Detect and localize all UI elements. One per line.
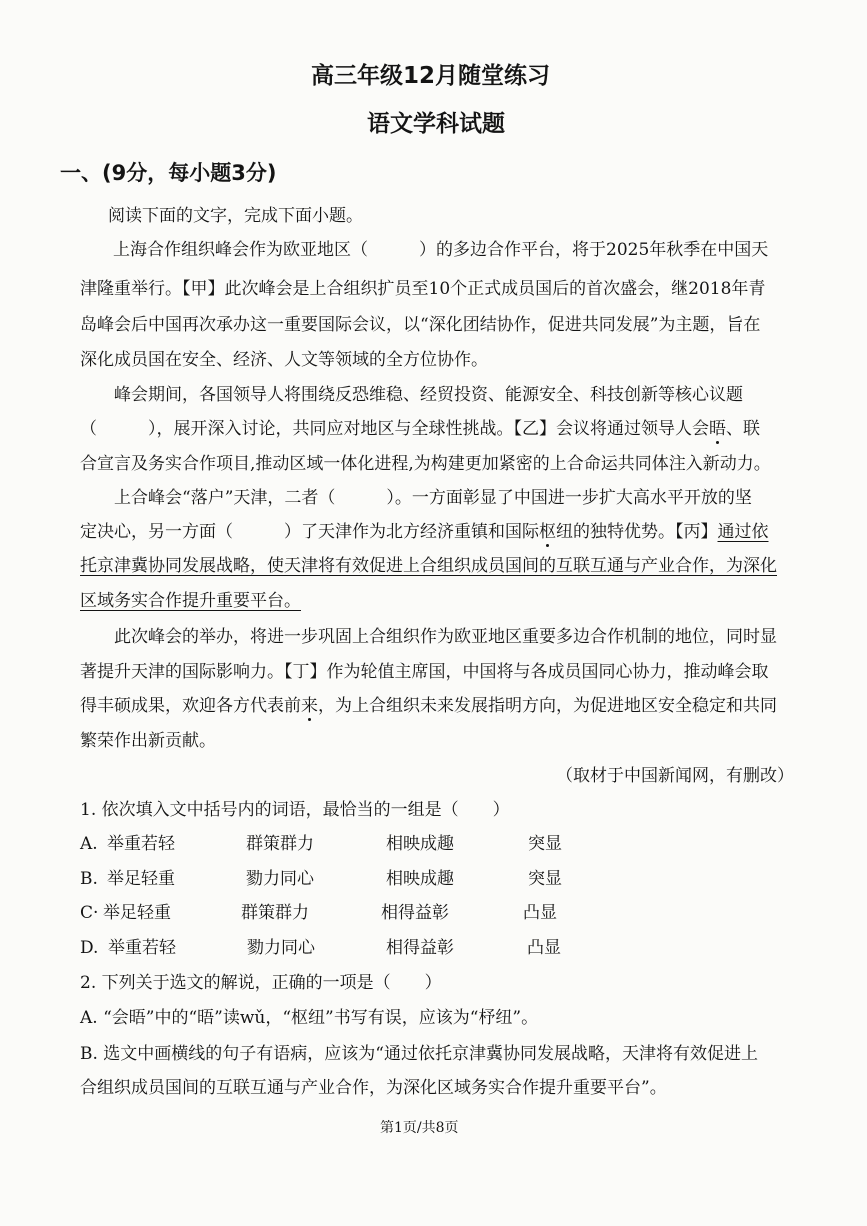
question-2-stem: 2. 下列关于选文的解说，正确的一项是（ ） [80, 973, 442, 993]
option-word: 相映成趣 [386, 869, 454, 889]
option-letter: A. [80, 834, 98, 854]
passage-line: 岛峰会后中国再次承办这一重要国际会议，以“深化团结协作，促进共同发展”为主题，旨在 [80, 315, 761, 335]
passage-line: 深化成员国在安全、经济、人文等领域的全方位协作。 [80, 350, 488, 370]
option-word: 相得益彰 [381, 903, 449, 923]
option-letter: B. [80, 869, 98, 889]
passage-text: （ ），展开深入讨论，共同应对地区与全球性挑战。【乙】会议将通过领导人会 [80, 419, 709, 439]
option-word: 勠力同心 [246, 869, 314, 889]
source-citation: （取材于中国新闻网，有删改） [556, 766, 794, 786]
question-2-option-a: A. “会晤”中的“晤”读wǔ，“枢纽”书写有误，应该为“杼纽”。 [80, 1008, 539, 1028]
option-word: 群策群力 [241, 903, 309, 923]
option-word: 凸显 [523, 903, 557, 923]
option-letter: C· [80, 903, 99, 923]
passage-text: 定决心，另一方面（ ）了天津作为北方经济重镇和国际 [80, 522, 539, 542]
passage-line: 上合峰会“落户”天津，二者（ ）。一方面彰显了中国进一步扩大高水平开放的坚 [114, 488, 752, 508]
option-word: 相映成趣 [386, 834, 454, 854]
option-letter: D. [80, 938, 99, 958]
option-word: 举重若轻 [107, 834, 175, 854]
underlined-sentence: 托京津冀协同发展战略，使天津将有效促进上合组织成员国间的互联互通与产业合作，为深化 [80, 556, 777, 576]
option-word: 突显 [528, 834, 562, 854]
dotted-character: 枢 [539, 522, 556, 542]
passage-line: 此次峰会的举办，将进一步巩固上合组织作为欧亚地区重要多边合作机制的地位，同时显 [114, 627, 777, 647]
passage-line [80, 522, 769, 542]
section-heading: 一、(9分，每小题3分) [60, 161, 277, 185]
passage-text: 纽的独特优势。【丙】 [556, 522, 718, 542]
underlined-sentence: 区域务实合作提升重要平台。 [80, 591, 301, 611]
passage-text: 得丰硕成果，欢迎各方代表前 [80, 696, 301, 716]
option-word: 举足轻重 [107, 869, 175, 889]
passage-line: 著提升天津的国际影响力。【丁】作为轮值主席国，中国将与各成员国同心协力，推动峰会取 [80, 662, 769, 682]
question-1-stem: 1. 依次填入文中括号内的词语，最恰当的一组是（ ） [80, 800, 510, 820]
passage-line [80, 419, 760, 439]
question-2-option-b-cont: 合组织成员国间的互联互通与产业合作，为深化区域务实合作提升重要平台”。 [80, 1078, 667, 1098]
passage-line: 峰会期间，各国领导人将围绕反恐维稳、经贸投资、能源安全、科技创新等核心议题 [114, 385, 743, 405]
instruction: 阅读下面的文字，完成下面小题。 [108, 206, 363, 226]
passage-text: ，为上合组织未来发展指明方向，为促进地区安全稳定和共同 [318, 696, 777, 716]
passage-line: 津隆重举行。【甲】此次峰会是上合组织扩员至10个正式成员国后的首次盛会，继2018年青 [80, 279, 766, 299]
option-word: 凸显 [527, 938, 561, 958]
option-word: 举足轻重 [103, 903, 171, 923]
option-word: 突显 [528, 869, 562, 889]
page-number: 第1页/共8页 [380, 1120, 459, 1136]
passage-line: 合宣言及务实合作项目,推动区域一体化进程,为构建更加紧密的上合命运共同体注入新动力。 [80, 454, 771, 474]
dotted-character: 晤 [709, 419, 726, 439]
option-word: 群策群力 [246, 834, 314, 854]
page-title: 高三年级12月随堂练习 [311, 63, 551, 89]
passage-text: 、联 [726, 419, 760, 439]
option-word: 相得益彰 [386, 938, 454, 958]
passage-line: 上海合作组织峰会作为欧亚地区（ ）的多边合作平台，将于2025年秋季在中国天 [113, 240, 769, 260]
option-word: 举重若轻 [108, 938, 176, 958]
question-2-option-b: B. 选文中画横线的句子有语病，应该为“通过依托京津冀协同发展战略，天津将有效促进上 [80, 1044, 758, 1064]
underlined-sentence: 通过依 [717, 522, 769, 542]
passage-line [80, 696, 777, 716]
passage-line: 繁荣作出新贡献。 [80, 731, 216, 751]
page-subtitle: 语文学科试题 [367, 111, 505, 137]
option-word: 勠力同心 [247, 938, 315, 958]
dotted-character: 来 [301, 696, 318, 716]
